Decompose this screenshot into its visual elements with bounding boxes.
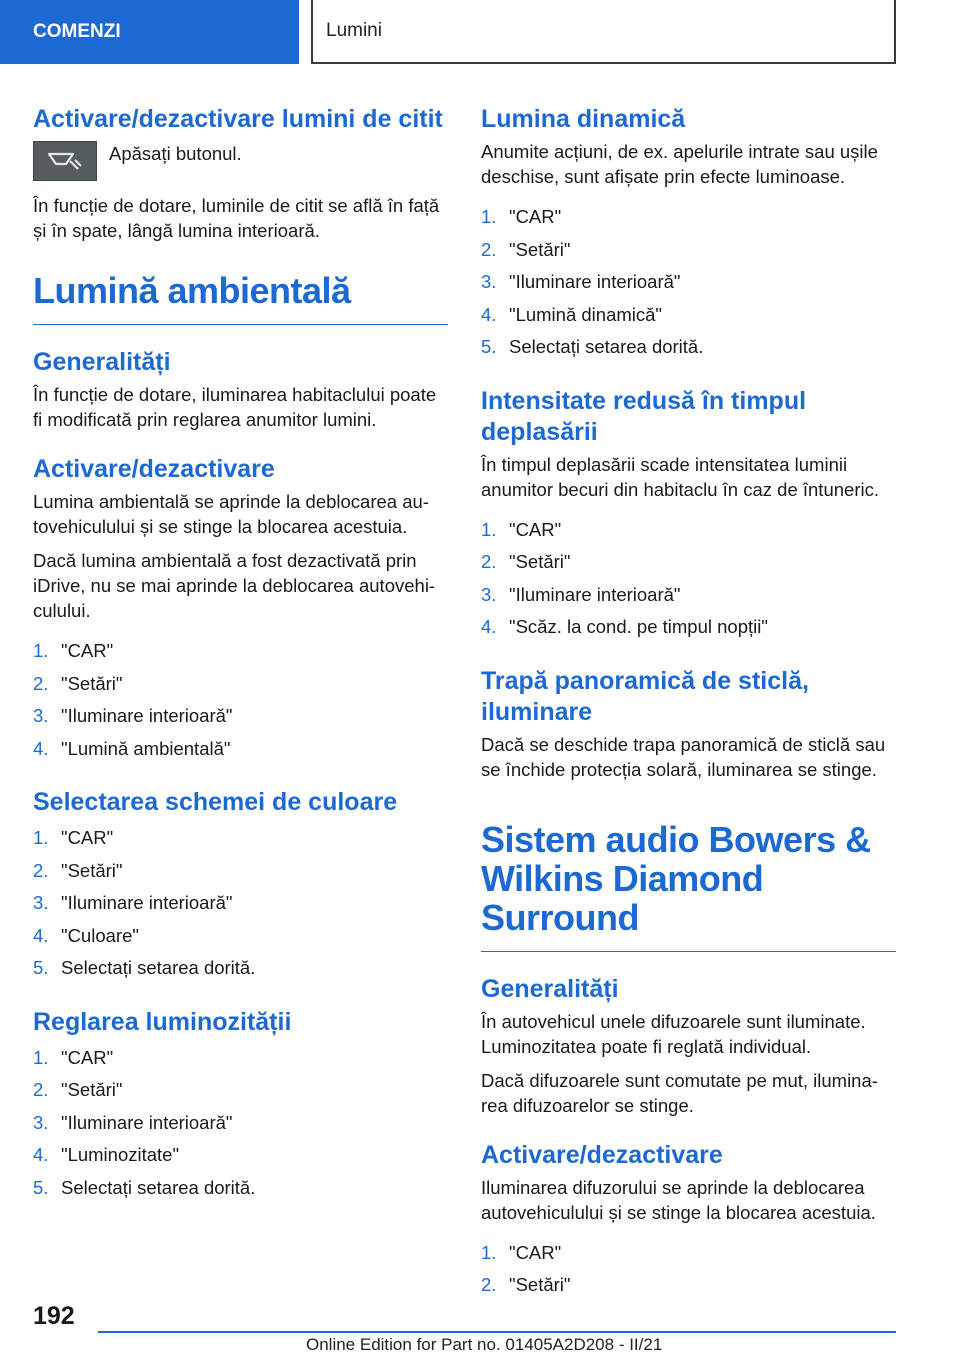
reduced-intensity-steps: [481, 514, 896, 644]
audio-system-heading: Sistem audio Bowers & Wilkins Diamond Surround: [481, 820, 896, 952]
list-item: [481, 579, 896, 612]
step-number: 1.: [481, 1241, 497, 1263]
step-number: 4.: [33, 737, 49, 759]
ambient-light-heading: Lumină ambientală: [33, 271, 448, 325]
list-item: [33, 855, 448, 888]
button-instruction: [33, 141, 448, 181]
step-text: "Iluminare interioară": [509, 583, 681, 605]
dynamic-light-heading: Lumina dinamică: [481, 105, 686, 133]
step-number: 1.: [33, 640, 49, 661]
step-number: 5.: [33, 957, 49, 978]
step-text: "Luminozitate": [61, 1144, 180, 1165]
dynamic-light-steps: [481, 201, 896, 364]
audio-onoff-steps: [481, 1237, 896, 1302]
list-item: [33, 668, 448, 701]
step-number: 5.: [481, 336, 497, 357]
onoff-text-2: Dacă lumina ambientală a fost dezactivată prin iDrive, nu se mai aprinde la deblocarea autovehi-culului.: [33, 550, 436, 621]
list-item: [33, 920, 448, 953]
list-item: [33, 952, 448, 985]
list-item: [33, 822, 448, 855]
list-item: [33, 1107, 448, 1140]
step-text: Selectați setarea dorită.: [61, 1176, 256, 1198]
section-title: COMENZI: [33, 21, 121, 42]
step-number: 1.: [33, 827, 49, 848]
sunroof-lighting-text: Dacă se deschide trapa panoramică de sticlă sau se închide protecția solară, iluminarea se stinge.: [481, 733, 886, 780]
sunroof-lighting-heading: Trapă panoramică de sticlă, iluminare: [481, 666, 809, 726]
list-item: [481, 234, 896, 267]
color-scheme-steps: [33, 822, 448, 985]
page-number: 192: [33, 1302, 75, 1330]
list-item: [33, 635, 448, 668]
chapter-tab: [311, 0, 896, 64]
step-number: 4.: [33, 1144, 49, 1165]
step-text: "Iluminare interioară": [509, 271, 681, 292]
step-text: "Scăz. la cond. pe timpul nopții": [509, 616, 768, 637]
list-item: [33, 1042, 448, 1075]
step-number: 3.: [481, 271, 497, 292]
brightness-heading: Reglarea luminozității: [33, 1007, 292, 1036]
audio-general-text-1: În autovehicul unele difuzoarele sunt iluminate. Luminozitatea poate fi reglată individual.: [481, 1010, 866, 1057]
step-number: 1.: [481, 206, 497, 227]
reading-lights-heading: Activare/dezactivare lumini de citit: [33, 105, 443, 133]
step-text: "Setări": [61, 859, 123, 881]
list-item: [481, 331, 896, 364]
step-text: "Setări": [509, 551, 571, 572]
step-text: "Lumină ambientală": [61, 737, 231, 759]
general-heading: Generalități: [33, 348, 171, 376]
step-number: 4.: [33, 924, 49, 946]
step-number: 2.: [481, 551, 497, 572]
left-column: [33, 104, 448, 1204]
step-number: 2.: [33, 1079, 49, 1100]
step-number: 2.: [33, 859, 49, 881]
step-text: "CAR": [61, 827, 114, 848]
audio-general-text-2: Dacă difuzoarele sunt comutate pe mut, ilumina-rea difuzoarelor se stinge.: [481, 1069, 878, 1116]
step-text: "Setări": [61, 672, 123, 694]
reading-light-icon: [45, 150, 85, 172]
list-item: [33, 887, 448, 920]
step-number: 1.: [33, 1046, 49, 1068]
step-number: 1.: [481, 518, 497, 540]
step-number: 3.: [481, 583, 497, 605]
list-item: [481, 1237, 896, 1270]
chapter-title: Lumini: [326, 20, 382, 41]
step-text: "Setări": [509, 1274, 571, 1295]
list-item: [481, 546, 896, 579]
step-number: 3.: [33, 1111, 49, 1133]
step-text: Selectați setarea dorită.: [509, 336, 704, 357]
step-text: "Lumină dinamică": [509, 303, 662, 325]
general-text: În funcție de dotare, iluminarea habitaclului poate fi modificată prin reglarea anumitor lumini.: [33, 384, 437, 430]
list-item: [481, 266, 896, 299]
list-item: [33, 1172, 448, 1205]
right-column: [481, 104, 896, 1302]
audio-general-heading: Generalități: [481, 974, 619, 1003]
reading-light-button-icon: [33, 141, 97, 181]
step-text: "Setări": [509, 238, 571, 260]
step-number: 2.: [481, 1274, 497, 1295]
press-button-text: Apăsați butonul.: [109, 143, 242, 164]
audio-onoff-heading: Activare/dezactivare: [481, 1140, 723, 1169]
step-text: "CAR": [509, 1241, 562, 1263]
step-text: "Culoare": [61, 924, 139, 946]
brightness-steps: [33, 1042, 448, 1205]
list-item: [33, 1074, 448, 1107]
onoff-steps: [33, 635, 448, 765]
edition-note: Online Edition for Part no. 01405A2D208 - II/21: [306, 1335, 663, 1354]
onoff-text-1: Lumina ambientală se aprinde la deblocarea au-tovehiculului și se stinge la blocarea acestuia.: [33, 491, 429, 537]
step-number: 2.: [33, 672, 49, 694]
dynamic-light-text: Anumite acțiuni, de ex. apelurile intrate sau ușile deschise, sunt afișate prin efecte luminoase.: [481, 141, 878, 187]
step-text: "CAR": [509, 518, 562, 540]
list-item: [33, 700, 448, 733]
step-number: 3.: [33, 892, 49, 913]
step-number: 4.: [481, 303, 497, 325]
list-item: [481, 611, 896, 644]
list-item: [33, 733, 448, 766]
step-number: 3.: [33, 705, 49, 726]
list-item: [481, 514, 896, 547]
reduced-intensity-text: În timpul deplasării scade intensitatea luminii anumitor becuri din habitaclu în caz de întuneric.: [481, 453, 879, 500]
reading-lights-text: În funcție de dotare, luminile de citit se află în față și în spate, lângă lumina interioară.: [33, 195, 440, 241]
step-text: "Iluminare interioară": [61, 892, 233, 913]
step-text: "CAR": [61, 640, 114, 661]
section-tab: [0, 0, 299, 64]
step-text: "Setări": [61, 1079, 123, 1100]
list-item: [481, 299, 896, 332]
color-scheme-heading: Selectarea schemei de culoare: [33, 788, 398, 816]
reduced-intensity-heading: Intensitate redusă în timpul deplasării: [481, 386, 807, 446]
onoff-heading: Activare/dezactivare: [33, 455, 275, 483]
step-text: "CAR": [61, 1046, 114, 1068]
footer-divider: [98, 1331, 896, 1333]
list-item: [481, 1269, 896, 1302]
step-text: "Iluminare interioară": [61, 1111, 233, 1133]
step-text: "CAR": [509, 206, 562, 227]
step-number: 2.: [481, 238, 497, 260]
step-number: 5.: [33, 1176, 49, 1198]
step-number: 4.: [481, 616, 497, 637]
audio-onoff-text: Iluminarea difuzorului se aprinde la deblocarea autovehiculului și se stinge la blocarea acestuia.: [481, 1176, 876, 1223]
list-item: [33, 1139, 448, 1172]
step-text: "Iluminare interioară": [61, 705, 233, 726]
list-item: [481, 201, 896, 234]
step-text: Selectați setarea dorită.: [61, 957, 256, 978]
